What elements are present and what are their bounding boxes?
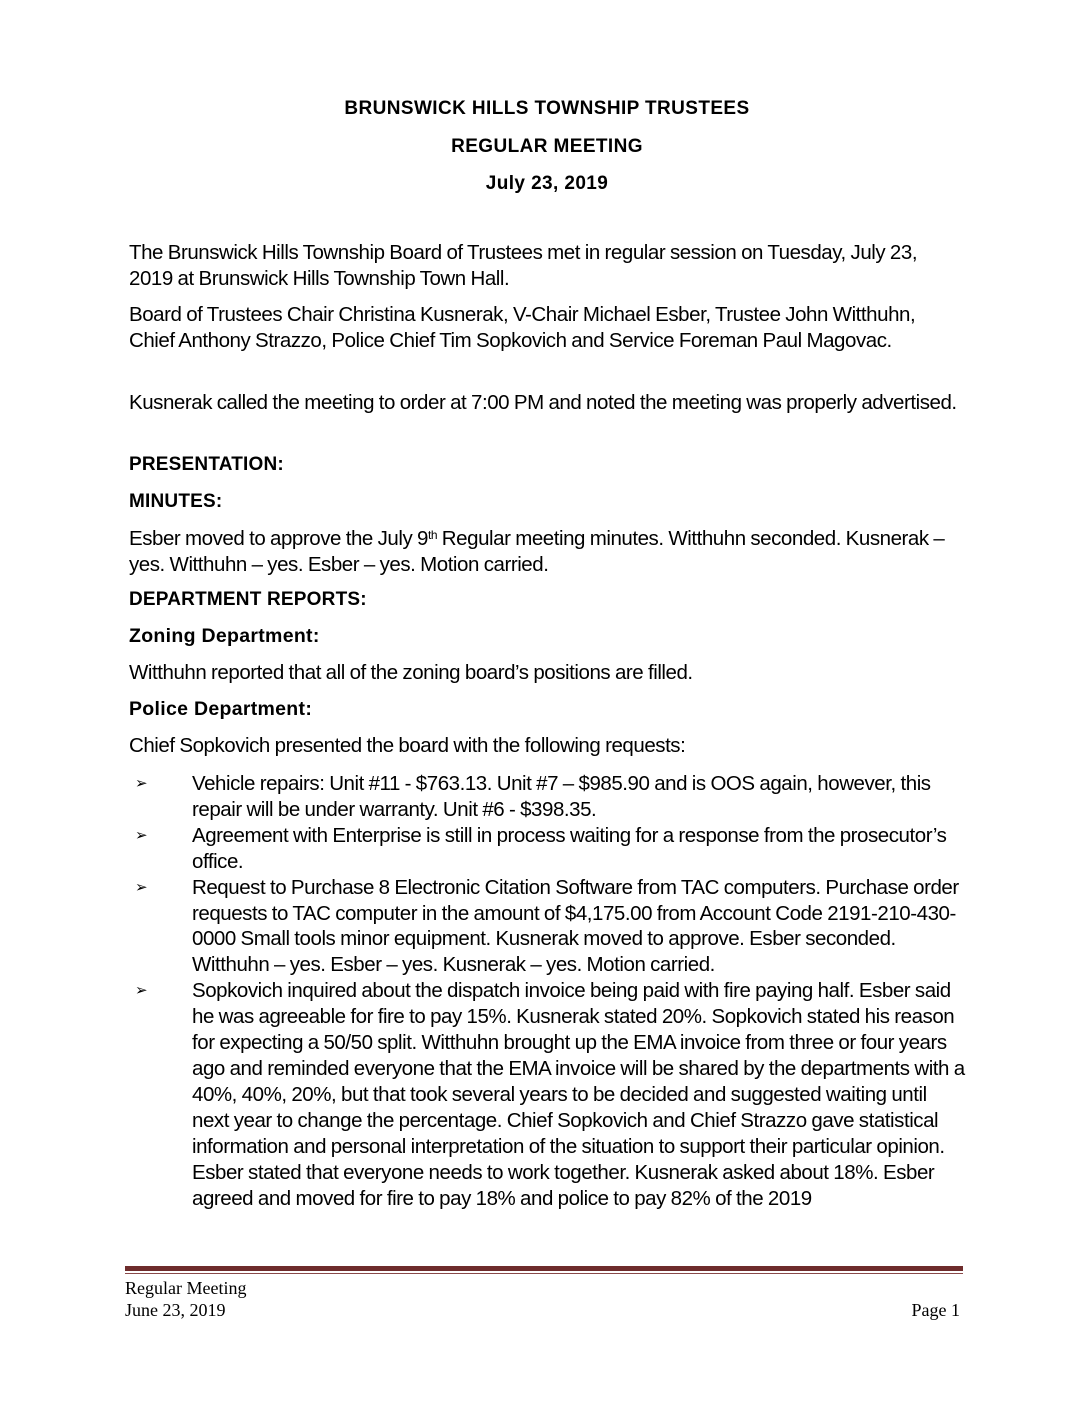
zoning-department-heading: Zoning Department: (129, 625, 320, 647)
page-footer (125, 1277, 960, 1321)
list-item-text: Request to Purchase 8 Electronic Citation Software from TAC computers. Purchase order requests to TAC computer in the amount of $4,175.00 from Account Code 2191-210-430-0000 Small tools minor equipment. Kusnerak moved to approve. Esber seconded. Witthuhn – yes. Esber – yes. Kusnerak – yes. Motion carried. (192, 875, 959, 977)
list-item (129, 823, 965, 875)
intro-paragraph: The Brunswick Hills Township Board of Trustees met in regular session on Tuesday, July 23, 2019 at Brunswick Hills Township Town Hall. (129, 241, 918, 290)
arrowhead-bullet-icon: ➢ (135, 825, 148, 844)
meeting-date: July 23, 2019 (485, 173, 609, 194)
footer-date: June 23, 2019 (125, 1300, 226, 1320)
call-to-order-paragraph: Kusnerak called the meeting to order at 7:00 PM and noted the meeting was properly advertised. (129, 391, 957, 414)
police-department-heading: Police Department: (129, 698, 313, 720)
arrowhead-bullet-icon: ➢ (135, 774, 148, 792)
presentation-heading: PRESENTATION: (129, 454, 284, 475)
arrowhead-bullet-icon: ➢ (135, 877, 148, 896)
minutes-text-post: Regular meeting minutes. Witthuhn seconded. Kusnerak – yes. Witthuhn – yes. Esber – yes. Motion carried. (129, 527, 945, 576)
document-title: BRUNSWICK HILLS TOWNSHIP TRUSTEES (344, 98, 750, 119)
page-number: Page 1 (911, 1300, 960, 1320)
footer-rule-thin (125, 1273, 963, 1274)
minutes-text-pre: Esber moved to approve the July 9 (129, 527, 428, 550)
list-item-text: Sopkovich inquired about the dispatch invoice being paid with fire paying half. Esber said he was agreeable for fire to pay 15%. Kusnerak stated 20%. Sopkovich stated his reason for expecting a 50/50 split. Witthuhn brought up the EMA invoice from three or four years ago and reminded everyone that the EMA invoice will be shared by the departments with a 40%, 40%, 20%, but that took several years to be decided and suggested waiting until next year to change the percentage. Chief Sopkovich and Chief Strazzo gave statistical information and personal interpretation of the situation to support their particular opinion. Esber stated that everyone needs to work together. Kusnerak asked about 18%. Esber agreed and moved for fire to pay 18% and police to pay 82% of the 2019 (192, 979, 965, 1210)
minutes-text-sup: th (427, 528, 438, 542)
police-intro-paragraph: Chief Sopkovich presented the board with the following requests: (129, 734, 686, 757)
list-item-text: Agreement with Enterprise is still in process waiting for a response from the prosecutor’s office. (192, 823, 947, 873)
list-item (129, 978, 965, 1211)
list-item-text: Vehicle repairs: Unit #11 - $763.13. Unit #7 – $985.90 and is OOS again, however, this repair will be under warranty. Unit #6 - $398.35. (192, 772, 931, 821)
list-item (129, 771, 965, 823)
arrowhead-bullet-icon: ➢ (135, 981, 148, 1000)
minutes-paragraph (129, 526, 965, 577)
footer-meeting-label: Regular Meeting (125, 1278, 247, 1298)
list-item (129, 875, 965, 979)
attendees-paragraph: Board of Trustees Chair Christina Kusnerak, V-Chair Michael Esber, Trustee John Witthuhn, Chief Anthony Strazzo, Police Chief Tim Sopkovich and Service Foreman Paul Magovac. (129, 303, 916, 352)
police-requests-list (129, 771, 965, 1211)
zoning-paragraph: Witthuhn reported that all of the zoning board’s positions are filled. (129, 661, 693, 684)
meeting-type: REGULAR MEETING (451, 136, 643, 157)
footer-rule (125, 1266, 963, 1271)
minutes-heading: MINUTES: (129, 491, 223, 512)
department-reports-heading: DEPARTMENT REPORTS: (129, 589, 367, 610)
